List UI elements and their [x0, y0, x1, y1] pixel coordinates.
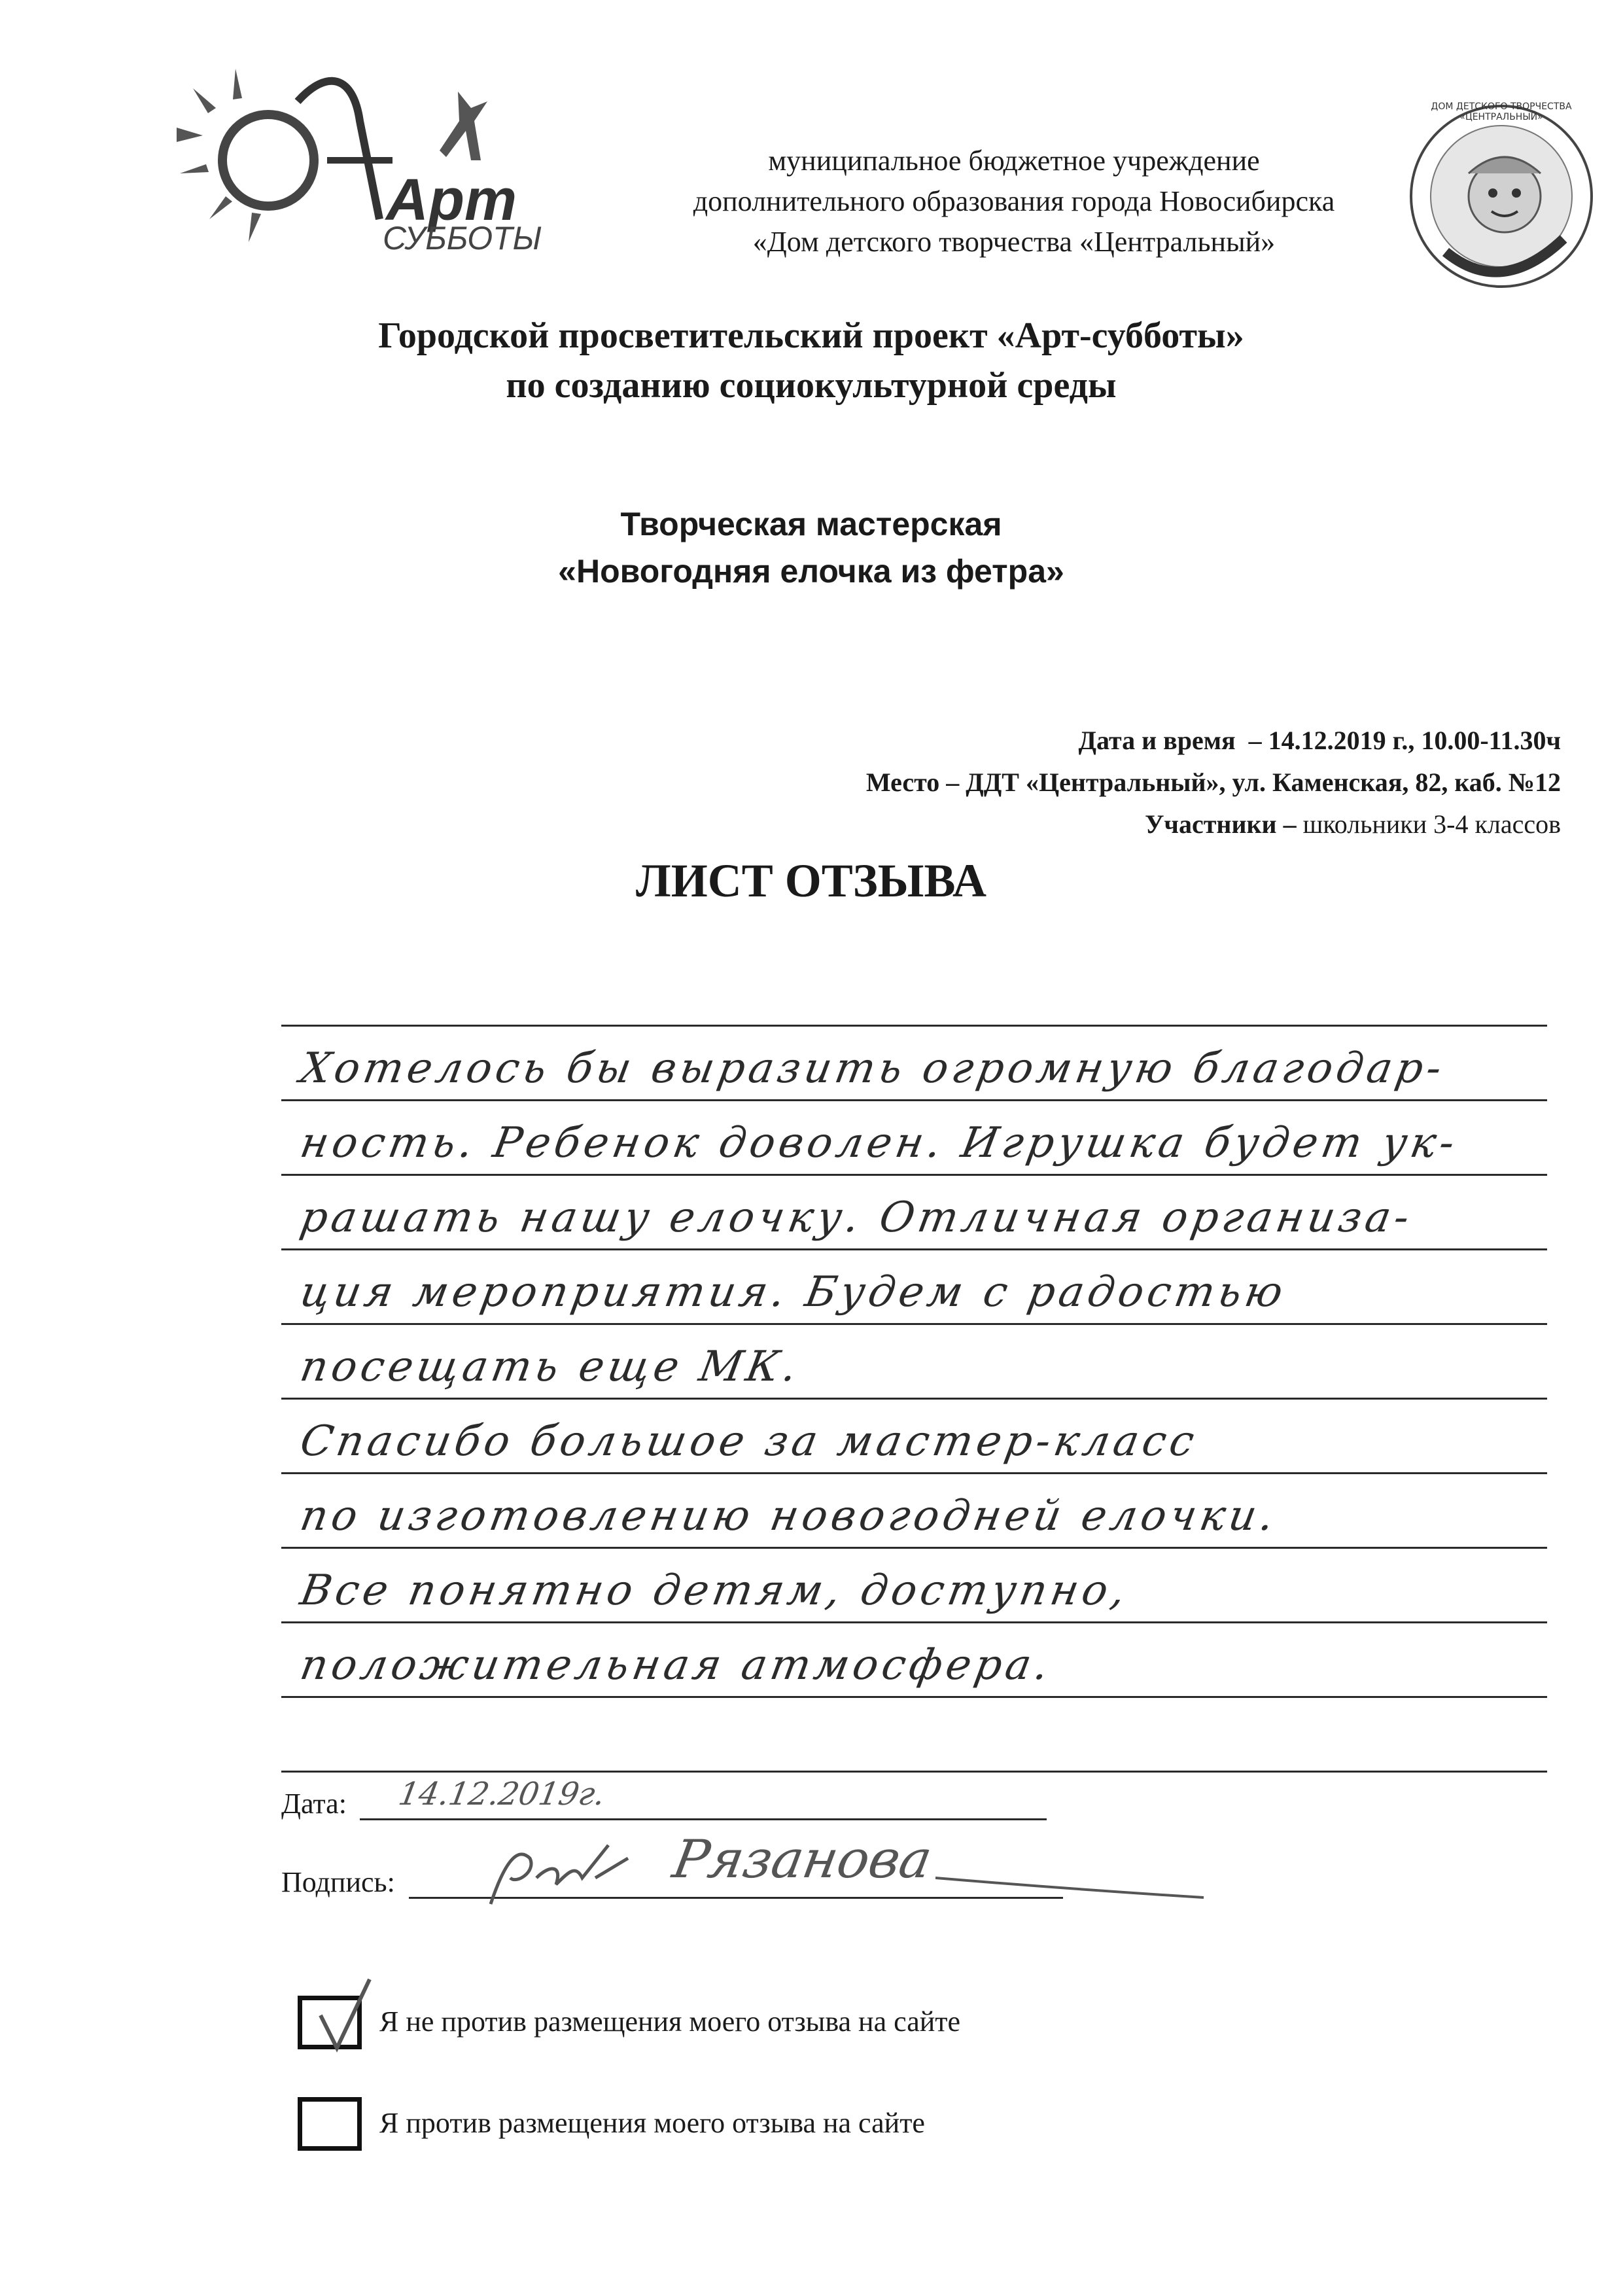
event-datetime	[449, 720, 1561, 762]
project-title	[196, 311, 1426, 410]
institution-line-2: дополнительного образования города Новосибирска	[693, 185, 1335, 217]
review-line	[281, 1400, 1547, 1474]
review-text-area	[281, 952, 1547, 1773]
review-line	[281, 1250, 1547, 1325]
signature-label: Подпись:	[281, 1866, 395, 1898]
signature-mark-icon	[478, 1839, 648, 1911]
review-line-text: рашать нашу елочку. Отличная организа-	[296, 1193, 1417, 1242]
consent-checkbox-deny[interactable]	[298, 2097, 362, 2151]
review-line	[281, 1325, 1547, 1400]
datetime-value: – 14.12.2019 г., 10.00-11.30ч	[1248, 726, 1561, 755]
event-details	[449, 720, 1561, 845]
consent-label-allow: Я не против размещения моего отзыва на сайте	[379, 2005, 961, 2038]
workshop-title	[196, 501, 1426, 595]
review-line-text: ность. Ребенок доволен. Игрушка будет ук-	[296, 1119, 1462, 1167]
place-label: Место	[865, 768, 940, 797]
review-line-text: Все понятно детям, доступно,	[296, 1566, 1133, 1615]
review-line	[281, 1027, 1547, 1101]
seal-icon	[1406, 101, 1596, 291]
art-saturdays-logo	[164, 62, 589, 258]
review-line	[281, 1176, 1547, 1250]
review-line-text: посещать еще МК.	[296, 1343, 805, 1391]
seal-logo	[1406, 101, 1596, 291]
review-line-text: по изготовлению новогодней елочки.	[296, 1492, 1282, 1540]
review-line-text: положительная атмосфера.	[296, 1641, 1056, 1689]
signature-tail-icon	[935, 1858, 1210, 1904]
seal-text: ДОМ ДЕТСКОГО ТВОРЧЕСТВА «ЦЕНТРАЛЬНЫЙ»	[1431, 101, 1572, 122]
date-value: 14.12.2019г.	[396, 1776, 608, 1812]
logo-subtitle: СУББОТЫ	[383, 220, 542, 256]
event-participants	[449, 804, 1561, 845]
logo-text: Арт	[386, 168, 517, 233]
institution-line-3: «Дом детского творчества «Центральный»	[752, 226, 1276, 258]
institution-name	[589, 141, 1439, 262]
review-line	[281, 1474, 1547, 1549]
sheet-title: ЛИСТ ОТЗЫВА	[636, 855, 986, 907]
workshop-title-line-2: «Новогодняя елочка из фетра»	[558, 553, 1064, 590]
review-line	[281, 952, 1547, 1027]
signature-field	[281, 1829, 1263, 1904]
datetime-label: Дата и время	[1078, 726, 1236, 755]
date-field	[281, 1767, 1066, 1826]
review-line-text: Хотелось бы выразить огромную благодар-	[296, 1044, 1450, 1093]
consent-option-allow[interactable]	[298, 1996, 1279, 2055]
review-line	[281, 1698, 1547, 1773]
project-title-line-2: по созданию социокультурной среды	[506, 365, 1117, 406]
participants-label: Участники –	[1145, 809, 1297, 839]
project-title-line-1: Городской просветительский проект «Арт-субботы»	[378, 315, 1244, 356]
review-line	[281, 1623, 1547, 1698]
participants-value: школьники 3-4 классов	[1296, 809, 1561, 839]
event-place	[449, 762, 1561, 804]
institution-line-1: муниципальное бюджетное учреждение	[768, 145, 1260, 177]
checkmark-icon	[317, 1976, 376, 2055]
signature-value: Рязанова	[668, 1829, 937, 1890]
consent-option-deny[interactable]	[298, 2097, 1279, 2156]
review-line-text: Спасибо большое за мастер-класс	[296, 1417, 1202, 1466]
consent-label-deny: Я против размещения моего отзыва на сайте	[379, 2107, 925, 2139]
review-line	[281, 1101, 1547, 1176]
date-underline	[360, 1818, 1047, 1820]
place-value: – ДДТ «Центральный», ул. Каменская, 82, каб. №12	[946, 768, 1561, 797]
review-line-text: ция мероприятия. Будем с радостью	[296, 1268, 1291, 1316]
workshop-title-line-1: Творческая мастерская	[620, 506, 1002, 542]
review-line	[281, 1549, 1547, 1623]
date-label: Дата:	[281, 1788, 347, 1820]
